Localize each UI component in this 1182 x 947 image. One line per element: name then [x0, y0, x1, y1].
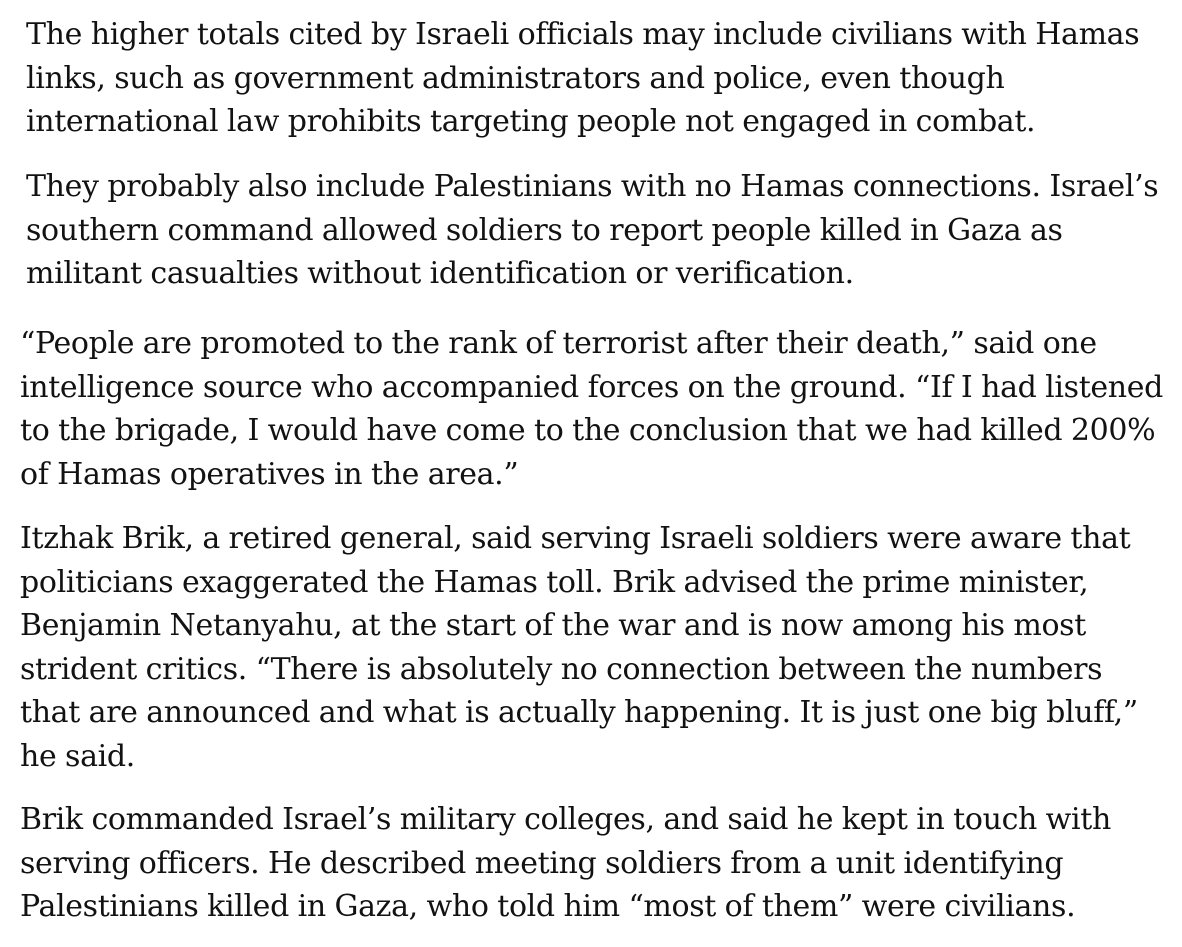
- paragraph-2: [26, 165, 1158, 296]
- paragraph-1: [26, 13, 1139, 144]
- text-line: links, such as government administrators and police, even though: [26, 60, 1005, 96]
- text-line: that are announced and what is actually happening. It is just one big bluff,”: [20, 695, 1138, 730]
- text-line: intelligence source who accompanied forces on the ground. “If I had listened: [20, 369, 1164, 405]
- text-line: strident critics. “There is absolutely no connection between the numbers: [20, 651, 1103, 687]
- text-line: Palestinians killed in Gaza, who told him “most of them” were civilians.: [20, 889, 1076, 924]
- text-line: Benjamin Netanyahu, at the start of the war and is now among his most: [20, 608, 1086, 643]
- text-line: “People are promoted to the rank of terrorist after their death,” said one: [20, 326, 1097, 361]
- text-line: They probably also include Palestinians with no Hamas connections. Israel’s: [26, 169, 1159, 204]
- text-line: militant casualties without identification or verification.: [26, 256, 854, 291]
- text-line: southern command allowed soldiers to report people killed in Gaza as: [26, 212, 1063, 248]
- text-line: international law prohibits targeting people not engaged in combat.: [26, 104, 1036, 139]
- paragraph-5: [20, 798, 1111, 929]
- paragraph-3: [20, 322, 1163, 496]
- text-line: Itzhak Brik, a retired general, said serving Israeli soldiers were aware that: [20, 521, 1131, 556]
- text-line: The higher totals cited by Israeli officials may include civilians with Hamas: [26, 17, 1140, 52]
- text-line: to the brigade, I would have come to the conclusion that we had killed 200%: [20, 413, 1156, 448]
- text-line: he said.: [20, 738, 135, 774]
- paragraph-4: [20, 517, 1138, 778]
- text-line: of Hamas operatives in the area.”: [20, 456, 519, 492]
- text-line: politicians exaggerated the Hamas toll. Brik advised the prime minister,: [20, 564, 1089, 600]
- text-line: Brik commanded Israel’s military colleges, and said he kept in touch with: [20, 802, 1111, 837]
- text-line: serving officers. He described meeting soldiers from a unit identifying: [20, 845, 1064, 881]
